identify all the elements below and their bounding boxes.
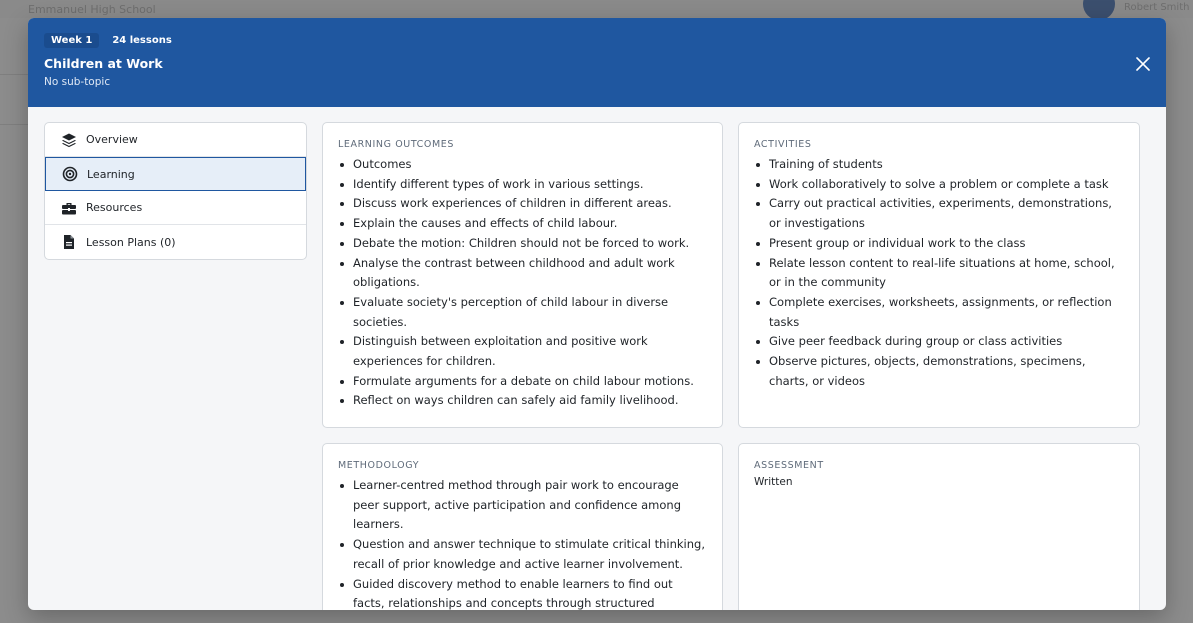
assessment-card [738, 443, 1140, 610]
background-school-name: Emmanuel High School [28, 3, 156, 16]
list-item: Outcomes [338, 155, 707, 175]
list-item: Evaluate society's perception of child labour in diverse societies. [338, 293, 707, 332]
list-item: Reflect on ways children can safely aid family livelihood. [338, 391, 707, 411]
target-icon [62, 166, 78, 182]
sidebar-item-resources[interactable] [45, 191, 306, 225]
sidebar-nav [44, 122, 307, 260]
list-item: Learner-centred method through pair work to encourage peer support, active participation and confidence among learners. [338, 476, 707, 535]
background-divider [0, 124, 28, 125]
list-item: Debate the motion: Children should not be forced to work. [338, 234, 707, 254]
list-item: Relate lesson content to real-life situations at home, school, or in the community [754, 254, 1124, 293]
sidebar-item-label: Lesson Plans (0) [86, 235, 176, 249]
modal-subtitle: No sub-topic [44, 76, 111, 88]
list-item: Question and answer technique to stimulate critical thinking, recall of prior knowledge and active learner involvement. [338, 535, 707, 574]
document-icon [61, 234, 77, 250]
sidebar-item-label: Overview [86, 133, 138, 146]
list-item: Work collaboratively to solve a problem or complete a task [754, 175, 1124, 195]
list-item: Complete exercises, worksheets, assignments, or reflection tasks [754, 293, 1124, 332]
lesson-modal [28, 18, 1166, 610]
activities-card [738, 122, 1140, 428]
list-item: Observe pictures, objects, demonstrations, specimens, charts, or videos [754, 352, 1124, 391]
list-item: Identify different types of work in various settings. [338, 175, 707, 195]
layers-icon [61, 132, 77, 148]
list-item: Formulate arguments for a debate on child labour motions. [338, 372, 707, 392]
modal-title: Children at Work [44, 56, 163, 71]
card-title: ASSESSMENT [754, 460, 824, 471]
list-item: Training of students [754, 155, 1124, 175]
list-item: Present group or individual work to the class [754, 234, 1124, 254]
background-user-name: Robert Smith [1124, 2, 1190, 13]
learning-outcomes-list [338, 155, 707, 411]
close-button[interactable] [1133, 54, 1153, 74]
card-title: LEARNING OUTCOMES [338, 139, 455, 150]
methodology-list [338, 476, 707, 610]
list-item: Explain the causes and effects of child labour. [338, 214, 707, 234]
list-item: Give peer feedback during group or class activities [754, 332, 1124, 352]
lessons-count-badge: 24 lessons [112, 35, 172, 46]
close-icon [1133, 54, 1153, 74]
sidebar-item-label: Learning [87, 167, 135, 181]
modal-header [28, 18, 1166, 107]
sidebar-item-learning[interactable] [45, 157, 306, 191]
background-divider [0, 74, 28, 75]
list-item: Analyse the contrast between childhood and adult work obligations. [338, 254, 707, 293]
card-title: ACTIVITIES [754, 139, 812, 150]
assessment-text: Written [754, 476, 793, 488]
list-item: Guided discovery method to enable learners to find out facts, relationships and concepts through structured [338, 575, 707, 610]
week-badge: Week 1 [44, 33, 99, 48]
learning-outcomes-card [322, 122, 723, 428]
list-item: Discuss work experiences of children in different areas. [338, 194, 707, 214]
card-title: METHODOLOGY [338, 460, 420, 471]
sidebar-item-lesson-plans[interactable] [45, 225, 306, 259]
sidebar-item-overview[interactable] [45, 123, 306, 157]
toolbox-icon [61, 200, 77, 216]
sidebar-item-label: Resources [86, 201, 143, 214]
header-badges [44, 33, 179, 48]
list-item: Carry out practical activities, experiments, demonstrations, or investigations [754, 194, 1124, 233]
activities-list [754, 155, 1124, 391]
methodology-card [322, 443, 723, 610]
list-item: Distinguish between exploitation and positive work experiences for children. [338, 332, 707, 371]
background-topbar [0, 0, 1193, 18]
